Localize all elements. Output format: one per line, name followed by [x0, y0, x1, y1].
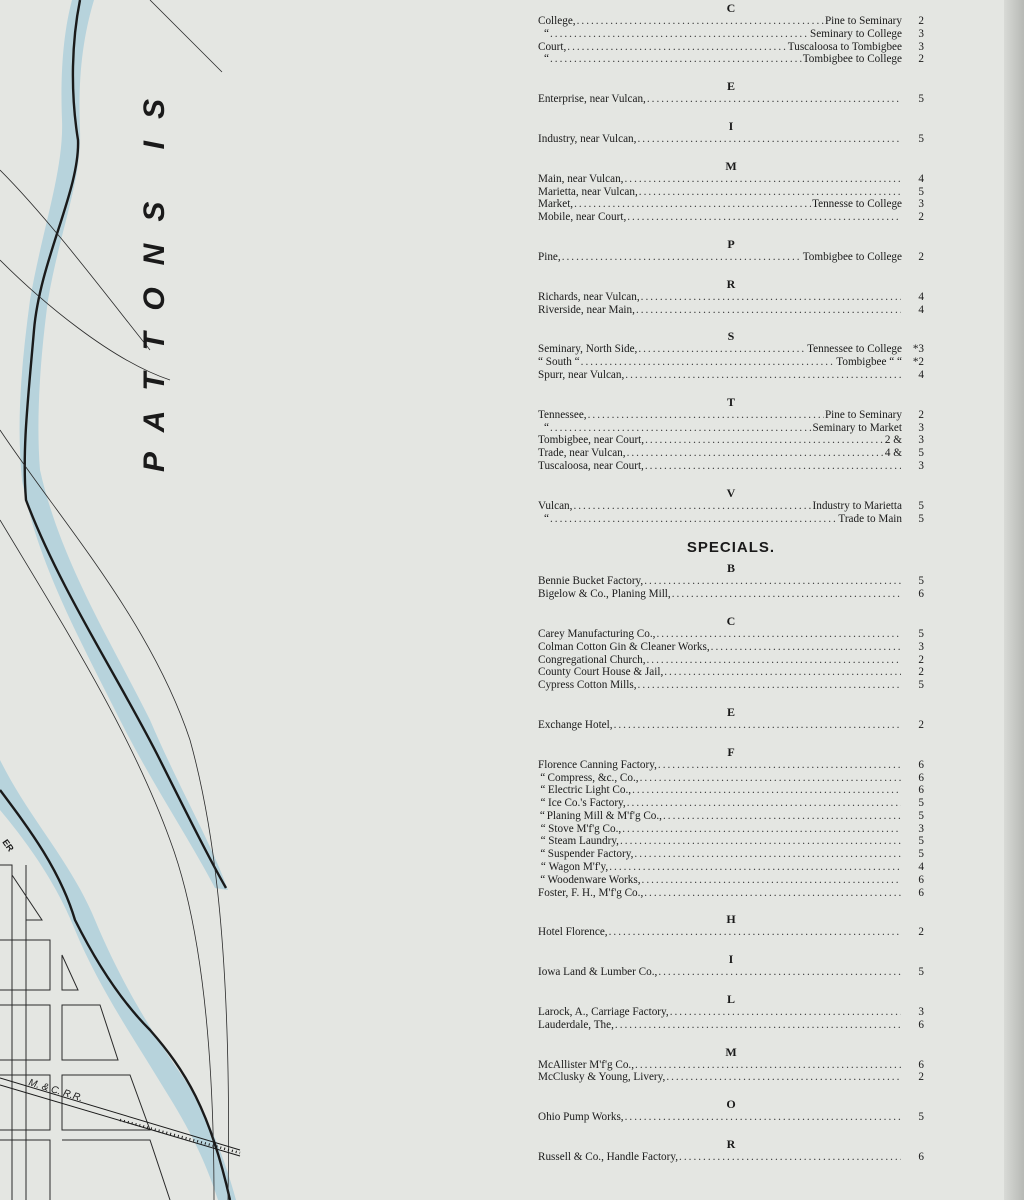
leader-dots	[642, 874, 901, 887]
special-name: Planing Mill & M'f'g Co.,	[546, 809, 662, 822]
street-range: Tombigbee “ “	[836, 356, 902, 369]
leader-dots	[573, 500, 811, 513]
section-number: *3	[912, 343, 924, 356]
specials-list	[538, 562, 924, 1164]
leader-dots	[588, 409, 824, 422]
street-entry	[538, 251, 924, 264]
special-group	[538, 746, 924, 900]
section-number: 5	[918, 512, 924, 525]
leader-dots	[666, 1071, 901, 1084]
street-name: “	[544, 512, 549, 525]
street-entry	[538, 211, 924, 224]
street-entry	[538, 15, 924, 28]
section-number: 3	[918, 822, 924, 835]
section-letter: E	[726, 704, 735, 719]
street-range: Seminary to College	[810, 27, 902, 40]
special-entry	[538, 588, 924, 601]
special-name: Stove M'f'g Co.,	[548, 822, 622, 835]
specials-heading: SPECIALS.	[686, 539, 776, 557]
special-entry	[538, 861, 924, 874]
special-name: Larock, A., Carriage Factory,	[538, 1006, 669, 1019]
special-name: Exchange Hotel,	[538, 718, 613, 731]
section-number: 5	[918, 93, 924, 106]
section-number: 5	[918, 499, 924, 512]
ditto-mark: “	[540, 848, 546, 861]
section-number: 6	[918, 784, 924, 797]
section-number: 3	[918, 459, 924, 472]
leader-dots	[627, 797, 901, 810]
section-letter: C	[726, 613, 736, 628]
street-entry	[538, 356, 924, 369]
special-name: Steam Laundry,	[548, 835, 619, 848]
special-group	[538, 706, 924, 732]
special-name: County Court House & Jail,	[538, 666, 664, 679]
special-name: Iowa Land & Lumber Co.,	[538, 966, 658, 979]
special-name: Woodenware Works,	[547, 873, 641, 886]
section-letter: P	[727, 236, 735, 251]
special-name: Hotel Florence,	[538, 926, 608, 939]
street-entry	[538, 500, 924, 513]
ditto-mark: “	[540, 822, 546, 835]
section-number: 2	[918, 408, 924, 421]
street-group	[538, 2, 924, 66]
section-number: 2	[918, 666, 924, 679]
ditto-mark: “	[540, 873, 546, 886]
section-number: 2	[918, 718, 924, 731]
special-entry	[538, 926, 924, 939]
special-entry	[538, 797, 924, 810]
leader-dots	[627, 447, 884, 460]
river-water	[20, 0, 228, 890]
section-number: 5	[918, 185, 924, 198]
street-name: Market,	[538, 198, 574, 211]
section-number: 6	[918, 873, 924, 886]
river-water-lower	[0, 760, 236, 1200]
street-name: Tennessee,	[538, 408, 587, 421]
leader-dots	[562, 251, 802, 264]
leader-dots	[711, 641, 901, 654]
street-entry	[538, 173, 924, 186]
section-number: 2	[918, 211, 924, 224]
special-name: Compress, &c., Co.,	[547, 771, 639, 784]
special-name: Colman Cotton Gin & Cleaner Works,	[538, 640, 710, 653]
special-name: Suspender Factory,	[547, 848, 634, 861]
section-letter: I	[728, 952, 734, 967]
section-letter: T	[726, 394, 735, 409]
section-number: 2	[918, 250, 924, 263]
section-number: 4	[918, 368, 924, 381]
section-number: 6	[918, 1018, 924, 1031]
special-name: Electric Light Co.,	[547, 784, 632, 797]
street-range: Tennesse to College	[812, 198, 902, 211]
section-number: 2	[918, 1071, 924, 1084]
section-number: 2	[918, 926, 924, 939]
streets-list	[538, 2, 924, 525]
leader-dots	[641, 291, 901, 304]
leader-dots	[679, 1151, 901, 1164]
survey-line	[150, 0, 222, 72]
leader-dots	[609, 926, 901, 939]
street-name: “	[544, 421, 549, 434]
survey-line	[0, 170, 150, 350]
street-name: Marietta, near Vulcan,	[538, 185, 638, 198]
street-entry	[538, 53, 924, 66]
section-letter: V	[726, 485, 736, 500]
street-group	[538, 238, 924, 264]
special-name: Wagon M'f'y,	[548, 861, 609, 874]
section-letter: R	[726, 276, 736, 291]
street-block	[12, 875, 42, 920]
leader-dots	[577, 15, 824, 28]
street-entry	[538, 447, 924, 460]
street-range: Tombigbee to College	[802, 250, 902, 263]
special-group	[538, 953, 924, 979]
section-number: 6	[918, 1151, 924, 1164]
street-name: Court,	[538, 40, 567, 53]
section-number: 4	[918, 861, 924, 874]
street-entry	[538, 369, 924, 382]
special-entry	[538, 1059, 924, 1072]
street-group	[538, 487, 924, 526]
section-letter: B	[726, 561, 735, 576]
special-name: Lauderdale, The,	[538, 1018, 614, 1031]
special-group	[538, 993, 924, 1032]
special-group	[538, 913, 924, 939]
special-entry	[538, 810, 924, 823]
leader-dots	[664, 666, 901, 679]
street-entry	[538, 422, 924, 435]
island-shoreline	[25, 0, 226, 888]
leader-dots	[581, 356, 836, 369]
special-name: Bennie Bucket Factory,	[538, 575, 644, 588]
leader-dots	[638, 343, 806, 356]
street-range: Trade to Main	[838, 512, 902, 525]
leader-dots	[658, 759, 901, 772]
street-group	[538, 80, 924, 106]
street-range: Tuscaloosa to Tombigbee	[787, 40, 902, 53]
special-name: Bigelow & Co., Planing Mill,	[538, 588, 671, 601]
section-letter: F	[727, 744, 735, 759]
section-number: 6	[918, 1058, 924, 1071]
street-name: Riverside, near Main,	[538, 303, 635, 316]
street-name: Trade, near Vulcan,	[538, 447, 626, 460]
special-group	[538, 562, 924, 601]
section-letter: C	[726, 1, 736, 15]
leader-dots	[615, 1019, 901, 1032]
special-group	[538, 1098, 924, 1124]
leader-dots	[647, 93, 901, 106]
ditto-mark: “	[540, 784, 546, 797]
street-group	[538, 120, 924, 146]
leader-dots	[574, 198, 811, 211]
special-name: Ice Co.'s Factory,	[548, 797, 626, 810]
street-entry	[538, 198, 924, 211]
island-label: PATTONS IS	[138, 76, 171, 472]
special-entry	[538, 1006, 924, 1019]
street-block	[62, 955, 78, 990]
section-number: 5	[918, 575, 924, 588]
special-name: McAllister M'f'g Co.,	[538, 1058, 635, 1071]
leader-dots	[663, 810, 901, 823]
special-entry	[538, 772, 924, 785]
leader-dots	[622, 823, 901, 836]
street-block	[62, 1140, 170, 1200]
leader-dots	[656, 628, 901, 641]
section-number: 3	[918, 421, 924, 434]
street-entry	[538, 291, 924, 304]
ditto-mark: “	[540, 835, 546, 848]
street-range: Tennessee to College	[807, 343, 902, 356]
street-name: “	[544, 53, 549, 66]
section-number: 6	[918, 758, 924, 771]
special-entry	[538, 719, 924, 732]
special-entry	[538, 628, 924, 641]
street-block	[0, 1005, 50, 1060]
street-entry	[538, 41, 924, 54]
special-name: Congregational Church,	[538, 653, 646, 666]
section-number: 3	[918, 40, 924, 53]
leader-dots	[620, 835, 901, 848]
section-number: 3	[918, 198, 924, 211]
leader-dots	[634, 848, 901, 861]
leader-dots	[609, 861, 901, 874]
street-name: College,	[538, 15, 576, 27]
street-entry	[538, 304, 924, 317]
leader-dots	[625, 369, 901, 382]
leader-dots	[645, 434, 884, 447]
special-entry	[538, 1019, 924, 1032]
street-range: Industry to Marietta	[812, 499, 902, 512]
leader-dots	[644, 887, 901, 900]
street-name: Spurr, near Vulcan,	[538, 368, 625, 381]
special-name: Ohio Pump Works,	[538, 1111, 624, 1124]
street-name: Richards, near Vulcan,	[538, 290, 640, 303]
special-entry	[538, 1071, 924, 1084]
street-entry	[538, 343, 924, 356]
section-letter: M	[725, 1044, 737, 1059]
special-entry	[538, 641, 924, 654]
special-entry	[538, 654, 924, 667]
special-entry	[538, 823, 924, 836]
section-number: 5	[918, 835, 924, 848]
street-entry	[538, 133, 924, 146]
leader-dots	[638, 679, 901, 692]
leader-dots	[624, 173, 901, 186]
section-number: 6	[918, 588, 924, 601]
street-entry	[538, 93, 924, 106]
street-name: Industry, near Vulcan,	[538, 132, 637, 145]
special-entry	[538, 835, 924, 848]
street-name: Seminary, North Side,	[538, 343, 638, 356]
section-number: 3	[918, 640, 924, 653]
ditto-mark: “	[540, 797, 546, 810]
street-name: “ South “	[538, 356, 580, 369]
leader-dots	[637, 133, 901, 146]
leader-dots	[550, 422, 812, 435]
street-index	[538, 0, 924, 1164]
special-group	[538, 1138, 924, 1164]
sheet-edge	[1004, 0, 1024, 1200]
section-number: 3	[918, 1006, 924, 1019]
leader-dots	[636, 304, 901, 317]
street-name: Main, near Vulcan,	[538, 172, 624, 185]
street-name: Enterprise, near Vulcan,	[538, 93, 646, 106]
street-name: “	[544, 27, 549, 40]
section-number: 4	[918, 303, 924, 316]
section-number: 2	[918, 53, 924, 66]
section-letter: H	[726, 912, 736, 927]
section-number: 5	[918, 447, 924, 460]
section-number: 5	[918, 132, 924, 145]
street-group	[538, 278, 924, 317]
street-range: Pine to Seminary	[824, 15, 902, 27]
section-letter: L	[726, 992, 735, 1007]
section-number: 2	[918, 653, 924, 666]
street-group	[538, 160, 924, 224]
street-name: Tombigbee, near Court,	[538, 434, 645, 447]
leader-dots	[567, 41, 787, 54]
leader-dots	[627, 211, 901, 224]
river-label-fragment: ER	[0, 837, 16, 854]
street-entry	[538, 513, 924, 526]
leader-dots	[645, 460, 901, 473]
section-letter: I	[728, 118, 734, 133]
special-name: Foster, F. H., M'f'g Co.,	[538, 886, 644, 899]
leader-dots	[550, 28, 809, 41]
section-number: 5	[918, 848, 924, 861]
special-entry	[538, 874, 924, 887]
special-entry	[538, 1151, 924, 1164]
street-entry	[538, 434, 924, 447]
leader-dots	[672, 588, 901, 601]
street-group	[538, 396, 924, 473]
ditto-mark: “	[539, 809, 545, 822]
leader-dots	[614, 719, 901, 732]
section-number: 2	[918, 15, 924, 27]
special-entry	[538, 759, 924, 772]
leader-dots	[639, 186, 901, 199]
street-range: 4 &	[884, 447, 902, 460]
leader-dots	[658, 966, 901, 979]
section-number: 4	[918, 172, 924, 185]
section-number: 5	[918, 679, 924, 692]
street-group	[538, 330, 924, 381]
leader-dots	[647, 654, 902, 667]
street-range: Tombigbee to College	[802, 53, 902, 66]
section-letter: O	[726, 1097, 736, 1112]
leader-dots	[635, 1059, 901, 1072]
street-block	[0, 940, 50, 990]
street-entry	[538, 28, 924, 41]
section-number: 3	[918, 27, 924, 40]
special-name: Florence Canning Factory,	[538, 758, 657, 771]
street-range: 2 &	[884, 434, 902, 447]
special-name: McClusky & Young, Livery,	[538, 1071, 666, 1084]
section-letter: R	[726, 1137, 736, 1152]
section-number: 6	[918, 771, 924, 784]
special-entry	[538, 784, 924, 797]
leader-dots	[550, 513, 837, 526]
special-name: Russell & Co., Handle Factory,	[538, 1151, 679, 1164]
leader-dots	[632, 784, 901, 797]
street-name: Tuscaloosa, near Court,	[538, 459, 644, 472]
street-block	[62, 1005, 118, 1060]
special-name: Carey Manufacturing Co.,	[538, 627, 656, 640]
street-block	[0, 1140, 50, 1200]
leader-dots	[640, 772, 901, 785]
leader-dots	[550, 53, 802, 66]
special-entry	[538, 966, 924, 979]
special-entry	[538, 666, 924, 679]
section-number: 4	[918, 290, 924, 303]
section-number: 5	[918, 797, 924, 810]
section-number: 5	[918, 627, 924, 640]
section-letter: E	[726, 79, 735, 94]
street-entry	[538, 460, 924, 473]
street-name: Mobile, near Court,	[538, 211, 627, 224]
special-group	[538, 615, 924, 692]
street-name: Vulcan,	[538, 499, 573, 512]
special-entry	[538, 575, 924, 588]
street-block	[0, 865, 12, 1200]
special-name: Cypress Cotton Mills,	[538, 679, 637, 692]
special-entry	[538, 848, 924, 861]
ditto-mark: “	[540, 771, 546, 784]
section-number: 3	[918, 434, 924, 447]
section-number: 5	[918, 1111, 924, 1124]
leader-dots	[670, 1006, 901, 1019]
special-entry	[538, 887, 924, 900]
section-letter: M	[725, 158, 737, 173]
section-letter: S	[727, 329, 735, 344]
section-number: *2	[912, 356, 924, 369]
street-range: Pine to Seminary	[824, 408, 902, 421]
street-entry	[538, 186, 924, 199]
special-group	[538, 1046, 924, 1085]
special-entry	[538, 1111, 924, 1124]
street-range: Seminary to Market	[812, 421, 902, 434]
street-entry	[538, 409, 924, 422]
section-number: 5	[918, 809, 924, 822]
special-entry	[538, 679, 924, 692]
leader-dots	[644, 575, 901, 588]
section-number: 5	[918, 966, 924, 979]
street-name: Pine,	[538, 250, 561, 263]
section-number: 6	[918, 886, 924, 899]
leader-dots	[625, 1111, 901, 1124]
ditto-mark: “	[540, 861, 546, 874]
railroad-label: M. & C. R.R.	[27, 1077, 85, 1105]
